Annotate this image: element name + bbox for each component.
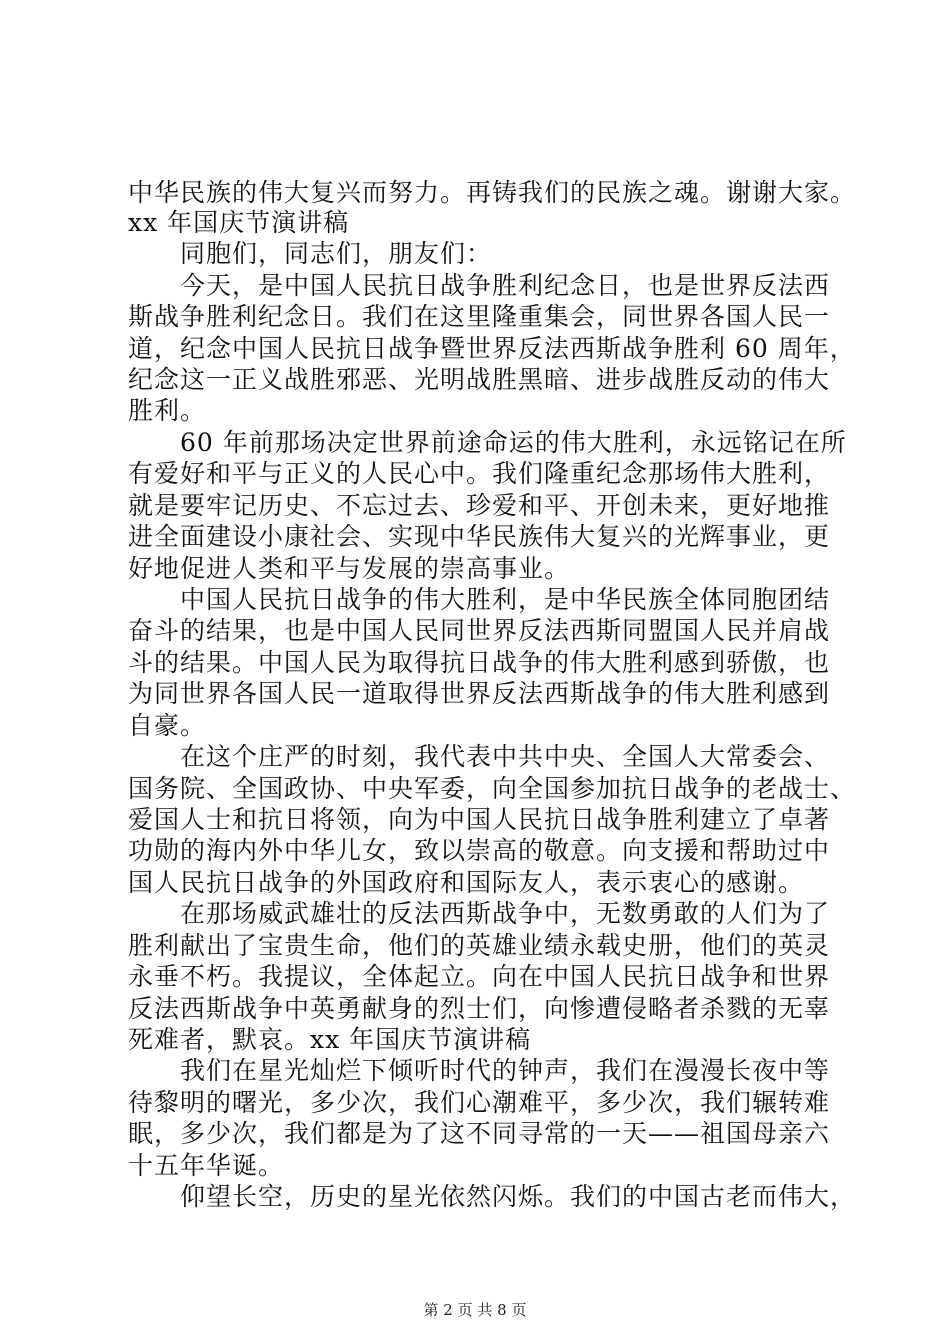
text-line: 60 年前那场决定世界前途命运的伟大胜利，永远铭记在所	[128, 428, 847, 457]
text-line: 为同世界各国人民一道取得世界反法西斯战争的伟大胜利感到	[128, 679, 831, 708]
text-line: 斗的结果。中国人民为取得抗日战争的伟大胜利感到骄傲，也	[128, 648, 831, 677]
text-line: 仰望长空，历史的星光依然闪烁。我们的中国古老而伟大，	[128, 1182, 857, 1211]
text-line: 国人民抗日战争的外国政府和国际友人，表示衷心的感谢。	[128, 868, 805, 897]
text-line: 好地促进人类和平与发展的崇高事业。	[128, 554, 571, 583]
text-line: 反法西斯战争中英勇献身的烈士们，向惨遭侵略者杀戮的无辜	[128, 994, 831, 1023]
text-line: 今天，是中国人民抗日战争胜利纪念日，也是世界反法西	[128, 271, 831, 300]
text-line: 在那场威武雄壮的反法西斯战争中，无数勇敢的人们为了	[128, 899, 831, 928]
text-line: 胜利献出了宝贵生命，他们的英雄业绩永载史册，他们的英灵	[128, 931, 831, 960]
text-line: 国务院、全国政协、中央军委，向全国参加抗日战争的老战士、	[128, 774, 857, 803]
text-line: 有爱好和平与正义的人民心中。我们隆重纪念那场伟大胜利，	[128, 459, 831, 488]
text-line: 斯战争胜利纪念日。我们在这里隆重集会，同世界各国人民一	[128, 302, 831, 331]
text-line: 中华民族的伟大复兴而努力。再铸我们的民族之魂。谢谢大家。	[128, 178, 857, 207]
text-line: 道，纪念中国人民抗日战争暨世界反法西斯战争胜利 60 周年，	[128, 334, 856, 363]
text-line: 同胞们，同志们，朋友们：	[128, 239, 493, 268]
text-line: 胜利。	[128, 396, 207, 425]
text-line: 永垂不朽。我提议，全体起立。向在中国人民抗日战争和世界	[128, 962, 831, 991]
text-line: 我们在星光灿烂下倾听时代的钟声，我们在漫漫长夜中等	[128, 1056, 831, 1085]
text-line: 就是要牢记历史、不忘过去、珍爱和平、开创未来，更好地推	[128, 491, 831, 520]
text-line: 眠，多少次，我们都是为了这不同寻常的一天——祖国母亲六	[128, 1119, 831, 1148]
text-line: 自豪。	[128, 711, 207, 740]
text-line: 中国人民抗日战争的伟大胜利，是中华民族全体同胞团结	[128, 585, 831, 614]
text-line: 待黎明的曙光，多少次，我们心潮难平，多少次，我们辗转难	[128, 1088, 831, 1117]
text-line: 奋斗的结果，也是中国人民同世界反法西斯同盟国人民并肩战	[128, 616, 831, 645]
text-line: 爱国人士和抗日将领，向为中国人民抗日战争胜利建立了卓著	[128, 805, 831, 834]
text-line: 十五年华诞。	[128, 1151, 285, 1180]
text-line: 在这个庄严的时刻，我代表中共中央、全国人大常委会、	[128, 742, 831, 771]
text-line: 死难者，默哀。xx 年国庆节演讲稿	[128, 1025, 532, 1054]
text-line: 纪念这一正义战胜邪恶、光明战胜黑暗、进步战胜反动的伟大	[128, 365, 831, 394]
text-line: 进全面建设小康社会、实现中华民族伟大复兴的光辉事业，更	[128, 522, 831, 551]
text-line: xx 年国庆节演讲稿	[128, 208, 350, 237]
page-number-footer: 第 2 页 共 8 页	[423, 1301, 527, 1319]
text-line: 功勋的海内外中华儿女，致以崇高的敬意。向支援和帮助过中	[128, 836, 831, 865]
